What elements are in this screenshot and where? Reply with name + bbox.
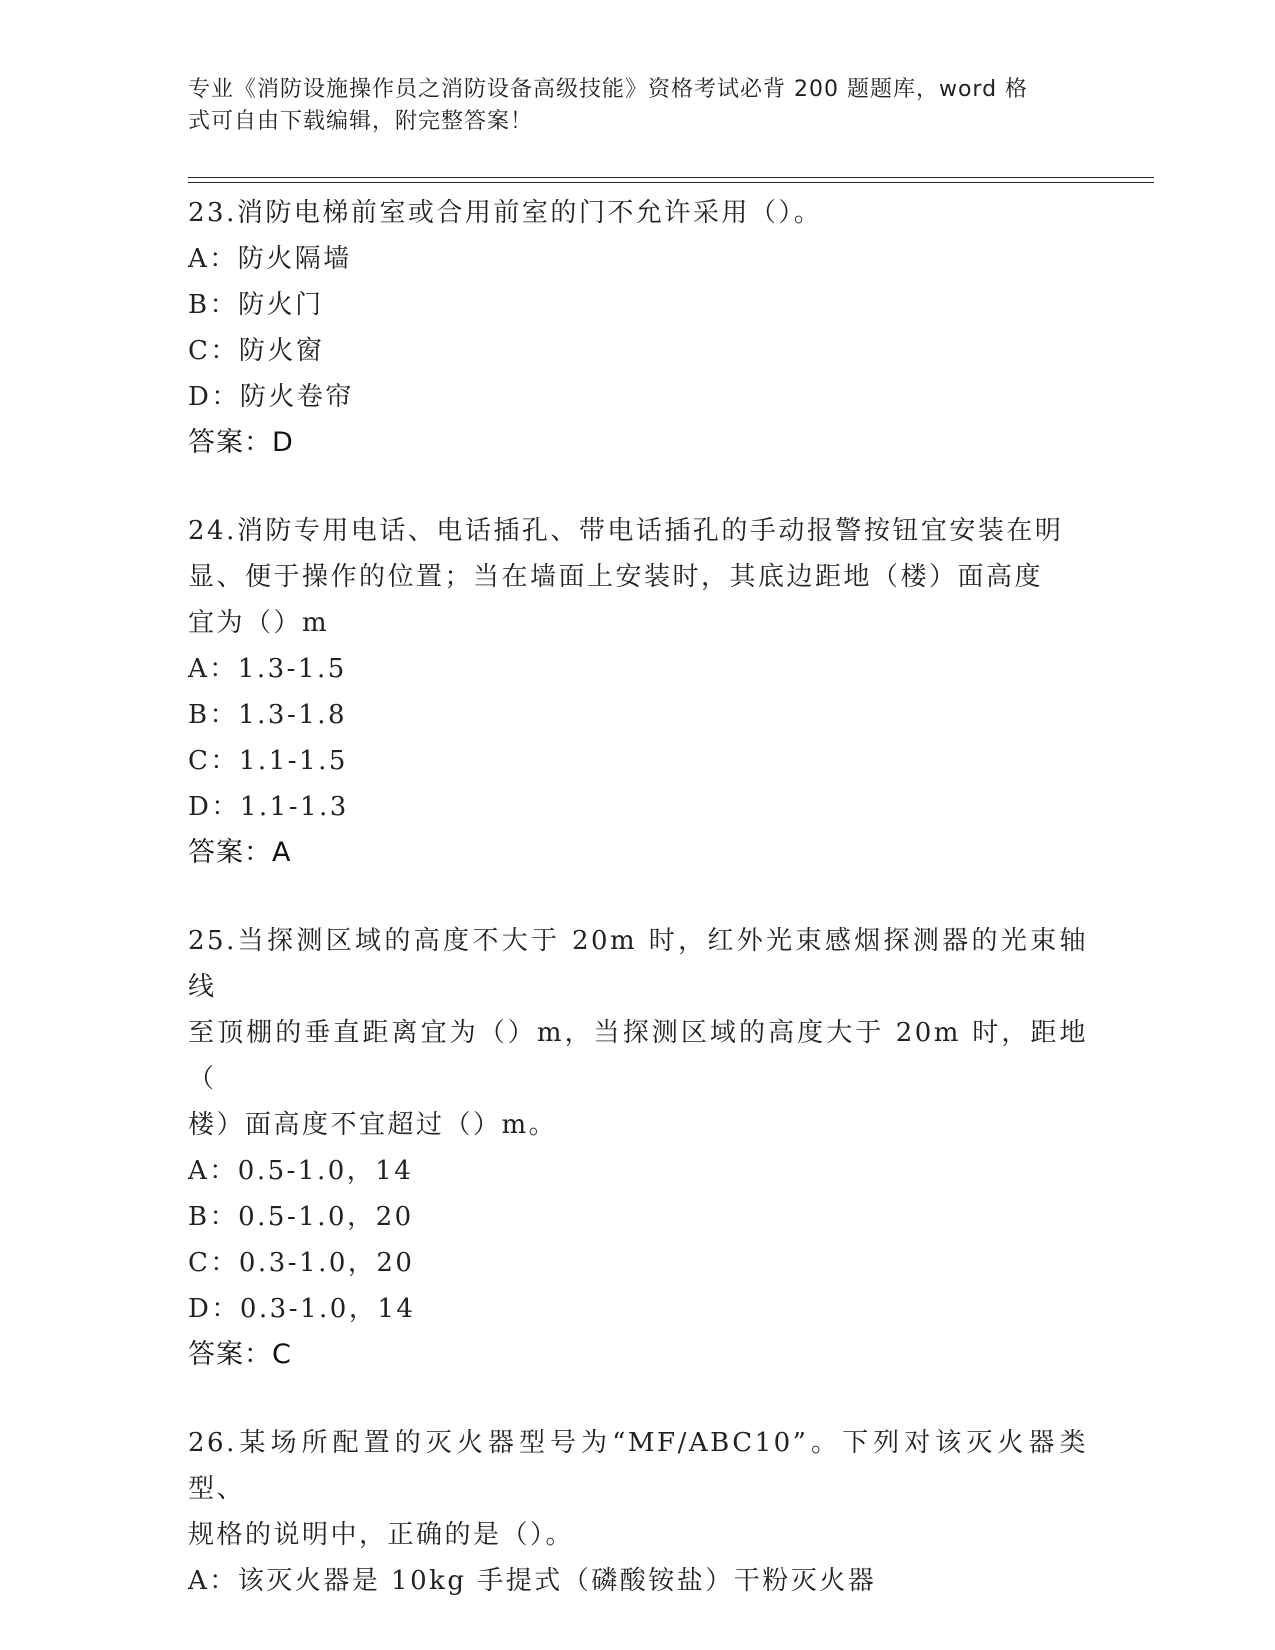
option-b: B：1.3-1.8 <box>188 700 348 730</box>
option-d: D：1.1-1.3 <box>188 792 349 822</box>
header-line-1: 专业《消防设施操作员之消防设备高级技能》资格考试必背 200 题题库，word 格 <box>188 77 1029 102</box>
option-c: C：1.1-1.5 <box>188 746 348 776</box>
option-a: A：该灭火器是 10kg 手提式（磷酸铵盐）干粉灭火器 <box>188 1566 877 1596</box>
header-rule-bottom <box>188 182 1154 183</box>
answer-line <box>188 830 1088 876</box>
answer-label: 答案： <box>188 1339 272 1370</box>
header-rule-top <box>188 177 1154 178</box>
answer-line <box>188 1332 1088 1378</box>
answer-value: A <box>272 837 292 868</box>
question-stem-line: 显、便于操作的位置；当在墙面上安装时，其底边距地（楼）面高度 <box>188 562 1044 592</box>
option-b: B：0.5-1.0，20 <box>188 1202 414 1232</box>
answer-label: 答案： <box>188 837 272 868</box>
option-d: D：防火卷帘 <box>188 382 354 412</box>
answer-value: D <box>272 427 294 458</box>
question-stem-line: 宜为（）m <box>188 608 330 638</box>
option-c: C：防火窗 <box>188 336 325 366</box>
question-stem-line: 26.某场所配置的灭火器型号为“MF/ABC10”。下列对该灭火器类型、 <box>188 1428 1088 1504</box>
question-stem-line: 至顶棚的垂直距离宜为（）m，当探测区域的高度大于 20m 时，距地（ <box>188 1018 1088 1094</box>
option-a: A：0.5-1.0，14 <box>188 1156 414 1186</box>
question-26 <box>188 1420 1088 1604</box>
question-stem-line: 25.当探测区域的高度不大于 20m 时，红外光束感烟探测器的光束轴线 <box>188 926 1088 1002</box>
header-line-2: 式可自由下载编辑，附完整答案！ <box>188 109 534 134</box>
option-a: A：1.3-1.5 <box>188 654 347 684</box>
question-list <box>188 190 1088 1646</box>
question-stem-line: 23.消防电梯前室或合用前室的门不允许采用（）。 <box>188 198 823 228</box>
answer-label: 答案： <box>188 427 272 458</box>
option-a: A：防火隔墙 <box>188 244 352 274</box>
question-24 <box>188 508 1088 876</box>
question-stem-line: 楼）面高度不宜超过（）m。 <box>188 1110 558 1140</box>
answer-line <box>188 420 1088 466</box>
question-25 <box>188 918 1088 1378</box>
option-b: B：防火门 <box>188 290 324 320</box>
option-c: C：0.3-1.0，20 <box>188 1248 415 1278</box>
option-d: D：0.3-1.0，14 <box>188 1294 416 1324</box>
question-stem-line: 规格的说明中，正确的是（）。 <box>188 1520 575 1550</box>
answer-value: C <box>272 1339 292 1370</box>
document-header <box>188 74 1068 138</box>
question-stem-line: 24.消防专用电话、电话插孔、带电话插孔的手动报警按钮宜安装在明 <box>188 516 1064 546</box>
question-23 <box>188 190 1088 466</box>
